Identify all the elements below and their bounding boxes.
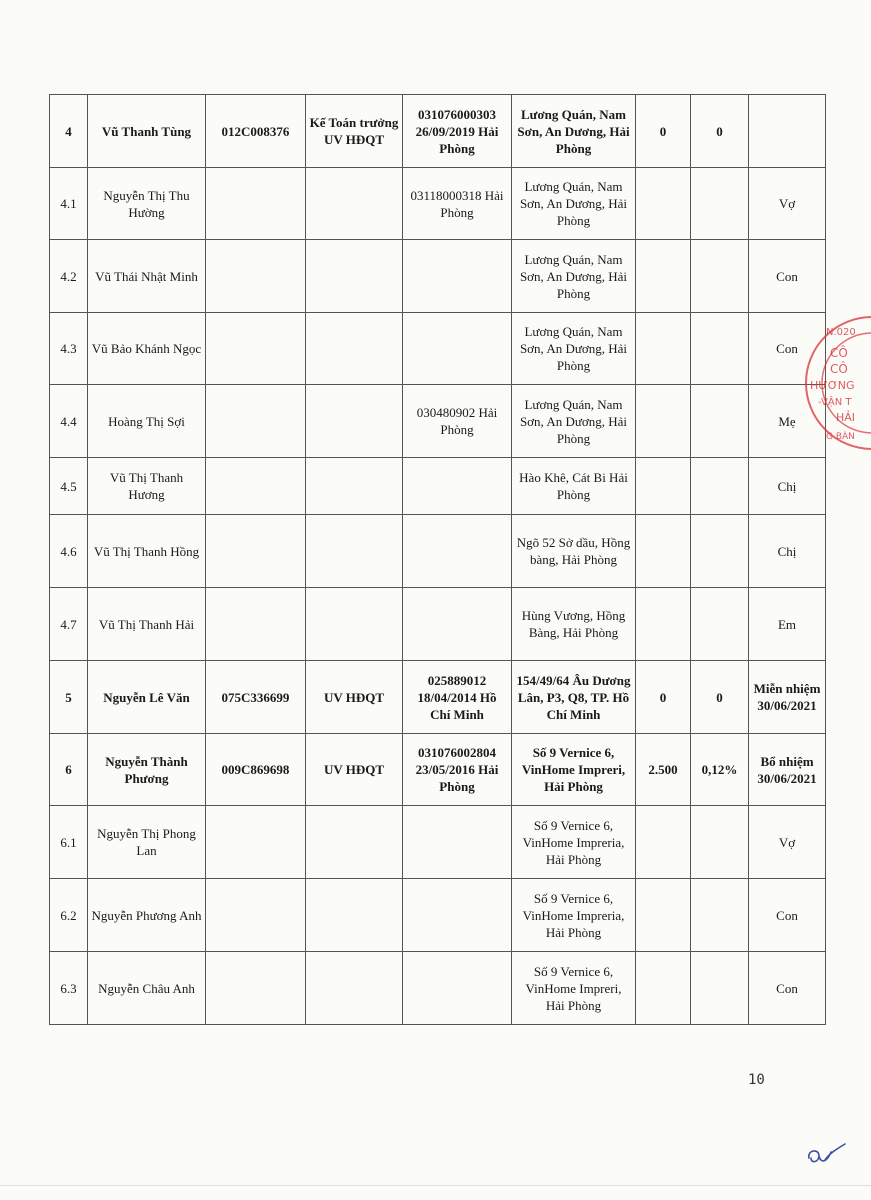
- table-row: [50, 515, 826, 588]
- cell-name: Nguyễn Thị Phong Lan: [88, 806, 206, 879]
- cell-id: [206, 458, 306, 515]
- cell-no: 4.2: [50, 240, 88, 313]
- cell-no: 6.1: [50, 806, 88, 879]
- cell-address: Lương Quán, Nam Sơn, An Dương, Hải Phòng: [512, 95, 636, 168]
- cell-address: Số 9 Vernice 6, VinHome Impreri, Hải Phòng: [512, 952, 636, 1025]
- cell-shares: [636, 458, 691, 515]
- cell-id: [206, 168, 306, 240]
- cell-position: [306, 806, 403, 879]
- table-row: [50, 313, 826, 385]
- cell-ratio: [691, 168, 749, 240]
- cell-note: Con: [749, 240, 826, 313]
- cell-ratio: [691, 806, 749, 879]
- cell-no: 6: [50, 734, 88, 806]
- cell-ratio: [691, 952, 749, 1025]
- svg-text:-VẬN T: -VẬN T: [818, 397, 852, 408]
- table-row: [50, 952, 826, 1025]
- cell-doc: [403, 879, 512, 952]
- scan-edge-line: [0, 1185, 871, 1186]
- cell-shares: [636, 168, 691, 240]
- cell-name: Nguyễn Thị Thu Hường: [88, 168, 206, 240]
- cell-id: [206, 806, 306, 879]
- cell-no: 4.4: [50, 385, 88, 458]
- cell-no: 5: [50, 661, 88, 734]
- cell-address: Lương Quán, Nam Sơn, An Dương, Hải Phòng: [512, 313, 636, 385]
- svg-text:G BÀN: G BÀN: [826, 432, 855, 442]
- svg-text:CÔ: CÔ: [830, 346, 848, 360]
- cell-note: Vợ: [749, 806, 826, 879]
- cell-doc: 03118000318 Hải Phòng: [403, 168, 512, 240]
- cell-id: 012C008376: [206, 95, 306, 168]
- cell-doc: [403, 952, 512, 1025]
- cell-address: 154/49/64 Âu Dương Lân, P3, Q8, TP. Hồ Chí Minh: [512, 661, 636, 734]
- cell-note: Vợ: [749, 168, 826, 240]
- cell-no: 4: [50, 95, 88, 168]
- table-row: [50, 458, 826, 515]
- cell-note: [749, 95, 826, 168]
- cell-doc: 031076002804 23/05/2016 Hải Phòng: [403, 734, 512, 806]
- cell-name: Nguyễn Phương Anh: [88, 879, 206, 952]
- cell-doc: [403, 313, 512, 385]
- cell-ratio: [691, 515, 749, 588]
- cell-name: Vũ Thanh Tùng: [88, 95, 206, 168]
- cell-shares: 0: [636, 661, 691, 734]
- cell-address: Ngõ 52 Sở dầu, Hồng bàng, Hải Phòng: [512, 515, 636, 588]
- table-body: [50, 95, 826, 1025]
- cell-note: Con: [749, 313, 826, 385]
- page-number: 10: [748, 1072, 765, 1088]
- table-row: [50, 240, 826, 313]
- cell-name: Vũ Thị Thanh Hồng: [88, 515, 206, 588]
- cell-id: 009C869698: [206, 734, 306, 806]
- cell-position: [306, 515, 403, 588]
- svg-text:CÔ: CÔ: [830, 362, 848, 376]
- cell-address: Lương Quán, Nam Sơn, An Dương, Hải Phòng: [512, 385, 636, 458]
- cell-id: [206, 313, 306, 385]
- svg-text:N.020: N.020: [826, 327, 856, 338]
- cell-address: Hào Khê, Cát Bi Hải Phòng: [512, 458, 636, 515]
- cell-note: Em: [749, 588, 826, 661]
- cell-no: 4.3: [50, 313, 88, 385]
- cell-shares: [636, 313, 691, 385]
- table-row: [50, 95, 826, 168]
- company-seal-stamp: [800, 305, 871, 460]
- cell-name: Nguyễn Thành Phương: [88, 734, 206, 806]
- svg-text:HẢI: HẢI: [836, 411, 856, 424]
- cell-doc: [403, 240, 512, 313]
- cell-position: [306, 879, 403, 952]
- cell-id: [206, 879, 306, 952]
- cell-position: [306, 588, 403, 661]
- cell-id: [206, 952, 306, 1025]
- cell-id: [206, 515, 306, 588]
- cell-id: [206, 588, 306, 661]
- cell-position: [306, 458, 403, 515]
- cell-doc: 025889012 18/04/2014 Hồ Chí Minh: [403, 661, 512, 734]
- cell-shares: [636, 515, 691, 588]
- handwritten-initials: [805, 1140, 849, 1170]
- cell-no: 4.6: [50, 515, 88, 588]
- cell-name: Vũ Thị Thanh Hải: [88, 588, 206, 661]
- cell-ratio: [691, 879, 749, 952]
- cell-name: Vũ Thái Nhật Minh: [88, 240, 206, 313]
- cell-note: Miễn nhiệm 30/06/2021: [749, 661, 826, 734]
- cell-doc: 030480902 Hải Phòng: [403, 385, 512, 458]
- cell-ratio: [691, 588, 749, 661]
- cell-ratio: 0,12%: [691, 734, 749, 806]
- cell-doc: [403, 458, 512, 515]
- cell-note: Mẹ: [749, 385, 826, 458]
- cell-ratio: 0: [691, 661, 749, 734]
- cell-note: Chị: [749, 515, 826, 588]
- cell-address: Số 9 Vernice 6, VinHome Impreria, Hải Phòng: [512, 806, 636, 879]
- cell-id: 075C336699: [206, 661, 306, 734]
- cell-note: Bổ nhiệm 30/06/2021: [749, 734, 826, 806]
- cell-shares: [636, 879, 691, 952]
- cell-position: UV HĐQT: [306, 661, 403, 734]
- cell-position: [306, 313, 403, 385]
- cell-no: 4.5: [50, 458, 88, 515]
- cell-name: Nguyễn Châu Anh: [88, 952, 206, 1025]
- cell-no: 4.1: [50, 168, 88, 240]
- cell-name: Hoàng Thị Sợi: [88, 385, 206, 458]
- cell-no: 4.7: [50, 588, 88, 661]
- cell-shares: [636, 952, 691, 1025]
- cell-address: Số 9 Vernice 6, VinHome Impreria, Hải Phòng: [512, 879, 636, 952]
- cell-doc: [403, 588, 512, 661]
- cell-shares: [636, 806, 691, 879]
- cell-no: 6.3: [50, 952, 88, 1025]
- cell-note: Con: [749, 879, 826, 952]
- table-row: [50, 385, 826, 458]
- cell-shares: 2.500: [636, 734, 691, 806]
- cell-shares: [636, 588, 691, 661]
- table-row: [50, 879, 826, 952]
- cell-shares: [636, 385, 691, 458]
- cell-ratio: [691, 385, 749, 458]
- table-row: [50, 168, 826, 240]
- cell-address: Hùng Vương, Hồng Bàng, Hải Phòng: [512, 588, 636, 661]
- cell-shares: [636, 240, 691, 313]
- cell-name: Vũ Thị Thanh Hương: [88, 458, 206, 515]
- cell-address: Lương Quán, Nam Sơn, An Dương, Hải Phòng: [512, 240, 636, 313]
- cell-name: Nguyễn Lê Văn: [88, 661, 206, 734]
- shareholder-table: [49, 94, 826, 1025]
- cell-position: UV HĐQT: [306, 734, 403, 806]
- cell-ratio: [691, 240, 749, 313]
- svg-text:HƯƠNG: HƯƠNG: [810, 379, 855, 392]
- cell-address: Lương Quán, Nam Sơn, An Dương, Hải Phòng: [512, 168, 636, 240]
- cell-address: Số 9 Vernice 6, VinHome Impreri, Hải Phòng: [512, 734, 636, 806]
- cell-position: [306, 952, 403, 1025]
- cell-position: [306, 240, 403, 313]
- cell-note: Chị: [749, 458, 826, 515]
- cell-doc: 031076000303 26/09/2019 Hải Phòng: [403, 95, 512, 168]
- cell-name: Vũ Bảo Khánh Ngọc: [88, 313, 206, 385]
- cell-ratio: [691, 313, 749, 385]
- cell-doc: [403, 806, 512, 879]
- table-row: [50, 661, 826, 734]
- table-row: [50, 588, 826, 661]
- table-row: [50, 734, 826, 806]
- cell-note: Con: [749, 952, 826, 1025]
- cell-id: [206, 240, 306, 313]
- cell-doc: [403, 515, 512, 588]
- cell-position: [306, 168, 403, 240]
- cell-shares: 0: [636, 95, 691, 168]
- cell-position: Kế Toán trưởng UV HĐQT: [306, 95, 403, 168]
- cell-id: [206, 385, 306, 458]
- cell-ratio: [691, 458, 749, 515]
- cell-ratio: 0: [691, 95, 749, 168]
- cell-position: [306, 385, 403, 458]
- cell-no: 6.2: [50, 879, 88, 952]
- table-row: [50, 806, 826, 879]
